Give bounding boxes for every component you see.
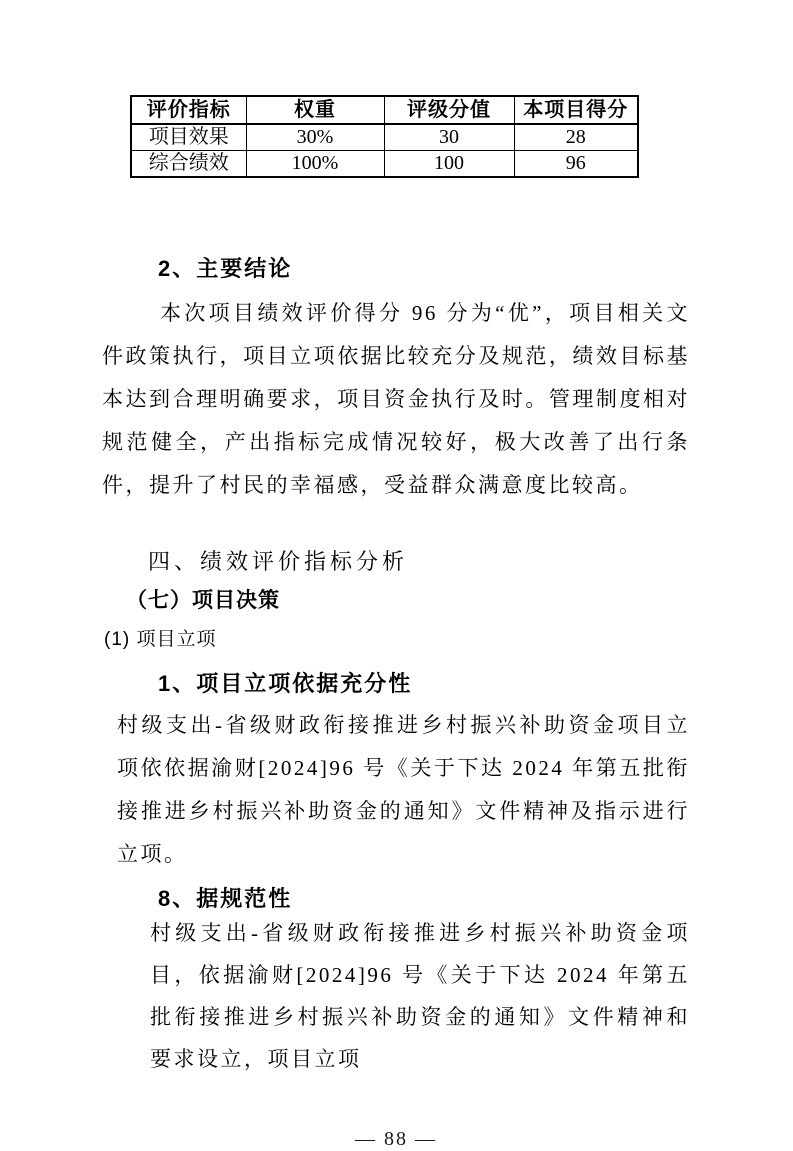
heading-point1-initiation-basis: 1、项目立项依据充分性 bbox=[158, 671, 413, 696]
heading-sub-project-decision: （七）项目决策 bbox=[126, 589, 280, 612]
paragraph-conclusion: 本次项目绩效评价得分 96 分为“优”，项目相关文件政策执行，项目立项依据比较充分及规范，绩效目标基本达到合理明确要求，项目资金执行及时。管理制度相对规范健全，产出指标完成情况较好，极大改善了出行条件，提升了村民的幸福感，受益群众满意度比较高。 bbox=[102, 301, 690, 497]
table-cell: 30 bbox=[384, 124, 514, 151]
paragraph-point8: 村级支出-省级财政衔接推进乡村振兴补助资金项目，依据渝财[2024]96 号《关于下达 2024 年第五批衔接推进乡村振兴补助资金的通知》文件精神和要求设立，项目立项 bbox=[150, 921, 690, 1071]
table-row bbox=[131, 151, 638, 178]
score-table bbox=[130, 95, 639, 178]
table-cell: 28 bbox=[514, 124, 638, 151]
score-table-header-row bbox=[131, 96, 638, 124]
table-cell: 综合绩效 bbox=[131, 151, 246, 178]
score-table-header-rating-score: 评级分值 bbox=[384, 96, 514, 124]
table-cell: 30% bbox=[246, 124, 384, 151]
score-table-header-indicator: 评价指标 bbox=[131, 96, 246, 124]
table-cell: 96 bbox=[514, 151, 638, 178]
table-cell: 100 bbox=[384, 151, 514, 178]
table-cell: 100% bbox=[246, 151, 384, 178]
page-number: — 88 — bbox=[355, 1128, 437, 1150]
table-cell: 项目效果 bbox=[131, 124, 246, 151]
paragraph-point1: 村级支出-省级财政衔接推进乡村振兴补助资金项目立项依依据渝财[2024]96 号《关于下达 2024 年第五批衔接推进乡村振兴补助资金的通知》文件精神及指示进行立项。 bbox=[117, 713, 690, 866]
score-table-header-project-score: 本项目得分 bbox=[514, 96, 638, 124]
heading-part-four-indicator-analysis: 四、绩效评价指标分析 bbox=[148, 549, 409, 574]
heading-point8-normativity: 8、据规范性 bbox=[158, 886, 293, 911]
table-row bbox=[131, 124, 638, 151]
score-table-header-weight: 权重 bbox=[246, 96, 384, 124]
heading-main-conclusion: 2、主要结论 bbox=[158, 256, 293, 281]
heading-item-project-initiation: (1) 项目立项 bbox=[104, 629, 217, 650]
